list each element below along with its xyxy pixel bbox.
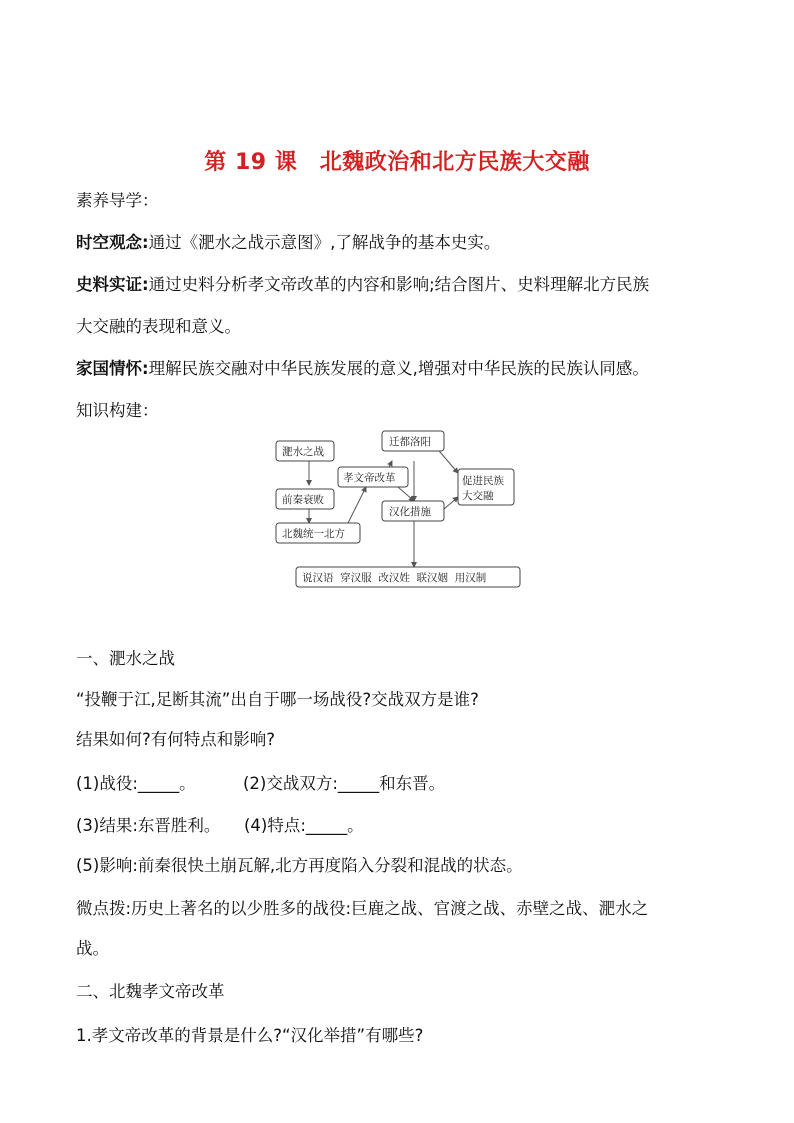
answer-result: (3)结果:东晋胜利。	[76, 816, 221, 835]
objective-text: 通过史料分析孝文帝改革的内容和影响;结合图片、史料理解北方民族	[148, 275, 650, 294]
objective-label: 家国情怀:	[76, 359, 149, 378]
arrow-xiaowen-hanhua	[398, 487, 414, 501]
node-label: 促进民族	[462, 475, 504, 487]
node-qiandu	[382, 431, 444, 451]
answer-battle: (1)战役:_____。	[76, 774, 196, 793]
knowledge-diagram	[268, 425, 526, 590]
objective-spacetime	[76, 232, 500, 254]
node-qianqin	[276, 489, 334, 509]
node-beiwei	[276, 523, 360, 543]
arrow-hanhua-cujin	[444, 497, 458, 509]
objective-evidence-cont: 大交融的表现和意义。	[76, 317, 241, 336]
objective-text: 通过《淝水之战示意图》,了解战争的基本史实。	[148, 233, 501, 252]
question-text: “投鞭于江,足断其流”出自于哪一场战役?交战双方是谁?	[76, 690, 479, 709]
node-xiaowen	[338, 467, 408, 487]
question-text: 结果如何?有何特点和影响?	[76, 730, 276, 749]
objective-text: 理解民族交融对中华民族发展的意义,增强对中华民族的民族认同感。	[148, 359, 649, 378]
knowledge-heading: 知识构建：	[76, 401, 159, 420]
answer-sides: (2)交战双方:_____和东晋。	[243, 774, 446, 793]
section-heading: 二、北魏孝文帝改革	[76, 982, 225, 1001]
objective-nation	[76, 358, 649, 380]
node-label: 汉化措施	[389, 506, 431, 518]
tip-text: 微点拨:历史上著名的以少胜多的战役:巨鹿之战、官渡之战、赤壁之战、淝水之	[76, 899, 649, 918]
objective-evidence	[76, 274, 649, 296]
objective-label: 时空观念:	[76, 233, 149, 252]
lesson-title: 第 19 课 北魏政治和北方民族大交融	[204, 150, 590, 175]
guide-heading: 素养导学：	[76, 191, 159, 210]
node-cujin	[458, 469, 514, 505]
answer-feature: (4)特点:_____。	[244, 816, 364, 835]
answer-impact: (5)影响:前秦很快土崩瓦解,北方再度陷入分裂和混战的状态。	[76, 856, 523, 875]
node-label: 北魏统一北方	[282, 528, 345, 540]
node-label: 说汉语 穿汉服 改汉姓 联汉姻 用汉制	[302, 572, 487, 584]
node-feishui	[276, 441, 334, 461]
node-measures	[296, 567, 520, 587]
tip-text-cont: 战。	[76, 939, 109, 958]
objective-label: 史料实证:	[76, 275, 149, 294]
arrow-beiwei-xiaowen	[346, 487, 366, 527]
node-label: 迁都洛阳	[389, 436, 431, 448]
node-label: 淝水之战	[282, 446, 324, 458]
node-label: 大交融	[462, 490, 494, 502]
section-heading: 一、淝水之战	[76, 649, 175, 668]
question-text: 1.孝文帝改革的背景是什么?“汉化举措”有哪些?	[76, 1026, 424, 1045]
node-label: 前秦衰败	[282, 494, 324, 506]
node-label: 孝文帝改革	[343, 472, 396, 484]
node-hanhua	[382, 501, 444, 521]
